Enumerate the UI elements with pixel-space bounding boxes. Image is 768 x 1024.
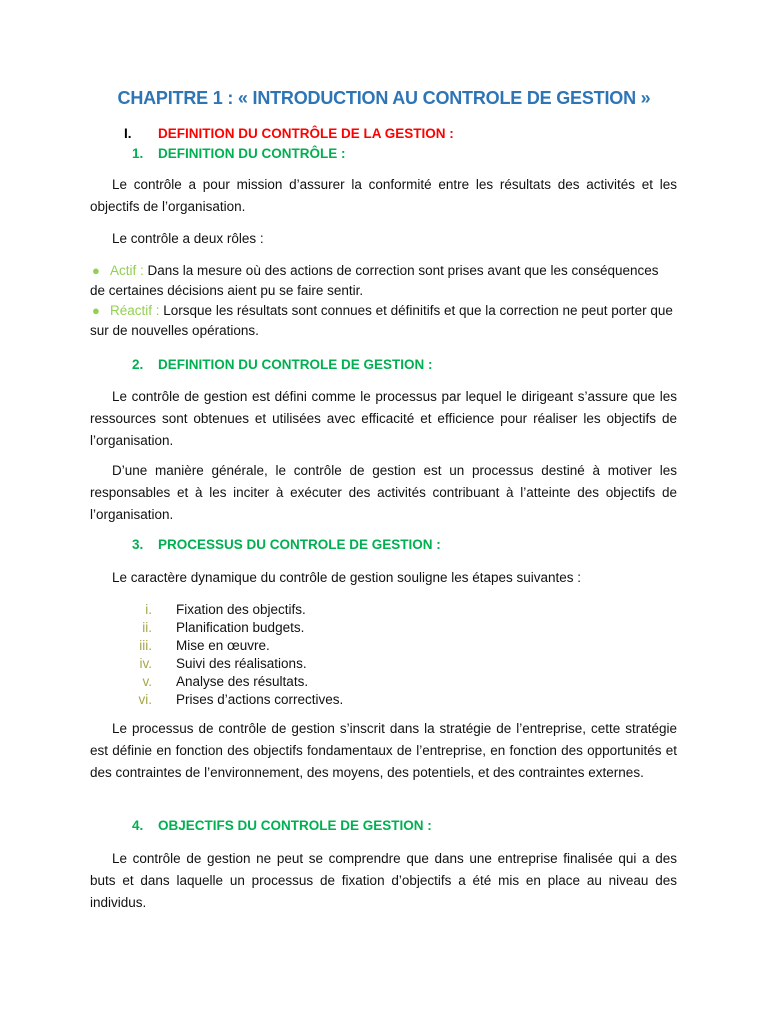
subsection-number: 3. <box>132 537 144 552</box>
list-item <box>120 619 343 637</box>
bullet-icon: ● <box>92 303 100 318</box>
paragraph-7: Le contrôle de gestion ne peut se comprendre que dans une entreprise finalisée qui a des buts et dans laquelle un processus de fixation d’objectifs a été mis en place au niveau des individus. <box>90 851 677 910</box>
step-text: Mise en œuvre. <box>176 638 270 653</box>
paragraph-3: Le contrôle de gestion est défini comme le processus par lequel le dirigeant s’assure que les ressources sont obtenues et utilisées avec efficacité et efficience pour réaliser les objectifs de l’organisation. <box>90 389 677 448</box>
step-number: iv. <box>139 656 152 671</box>
subsection-heading-3 <box>132 537 441 552</box>
step-text: Suivi des réalisations. <box>176 656 307 671</box>
step-text: Planification budgets. <box>176 620 305 635</box>
paragraph-4: D’une manière générale, le contrôle de gestion est un processus destiné à motiver les responsables et à les inciter à exécuter des activités contribuant à l’atteinte des objectifs de l’organisation. <box>90 463 677 522</box>
step-text: Analyse des résultats. <box>176 674 309 689</box>
chapter-title: CHAPITRE 1 : « INTRODUCTION AU CONTROLE DE GESTION » <box>117 88 651 108</box>
list-item <box>120 637 343 655</box>
subsection-heading-4 <box>132 818 432 833</box>
bullet-text: Lorsque les résultats sont connues et définitifs et que la correction ne peut porter que sur de nouvelles opérations. <box>90 303 673 338</box>
steps-list <box>120 601 343 709</box>
subsection-number: 4. <box>132 818 144 833</box>
paragraph-6: Le processus de contrôle de gestion s’inscrit dans la stratégie de l’entreprise, cette stratégie est définie en fonction des objectifs fondamentaux de l’entreprise, en fonction des opportunités et des contraintes de l’environnement, des moyens, des potentiels, et des contraintes externes. <box>90 721 677 780</box>
step-number: vi. <box>138 692 152 707</box>
step-text: Fixation des objectifs. <box>176 602 306 617</box>
bullet-text: Dans la mesure où des actions de correction sont prises avant que les conséquences de certaines décisions aient pu se faire sentir. <box>90 263 659 298</box>
step-number: i. <box>145 602 152 617</box>
bullet-term: Actif : <box>110 263 144 278</box>
step-number: v. <box>142 674 152 689</box>
subsection-label: DEFINITION DU CONTRÔLE : <box>158 146 346 161</box>
subsection-number: 1. <box>132 146 144 161</box>
bullet-list <box>90 261 677 341</box>
bullet-term: Réactif : <box>110 303 160 318</box>
list-item <box>120 655 343 673</box>
subsection-heading-2 <box>132 357 433 372</box>
paragraph-2: Le contrôle a deux rôles : <box>112 231 264 246</box>
subsection-heading-1 <box>132 146 346 161</box>
list-item <box>120 691 343 709</box>
section-heading-1 <box>124 126 454 141</box>
list-item <box>120 601 343 619</box>
paragraph-1: Le contrôle a pour mission d’assurer la conformité entre les résultats des activités et les objectifs de l’organisation. <box>90 177 677 214</box>
bullet-icon: ● <box>92 263 100 278</box>
step-number: iii. <box>139 638 152 653</box>
subsection-number: 2. <box>132 357 144 372</box>
subsection-label: PROCESSUS DU CONTROLE DE GESTION : <box>158 537 441 552</box>
paragraph-5: Le caractère dynamique du contrôle de gestion souligne les étapes suivantes : <box>112 570 582 585</box>
list-item <box>90 261 677 301</box>
section-number: I. <box>124 126 132 141</box>
subsection-label: DEFINITION DU CONTROLE DE GESTION : <box>158 357 433 372</box>
step-text: Prises d’actions correctives. <box>176 692 344 707</box>
list-item <box>90 301 677 341</box>
section-label: DEFINITION DU CONTRÔLE DE LA GESTION : <box>158 126 454 141</box>
step-number: ii. <box>142 620 152 635</box>
subsection-label: OBJECTIFS DU CONTROLE DE GESTION : <box>158 818 432 833</box>
list-item <box>120 673 343 691</box>
